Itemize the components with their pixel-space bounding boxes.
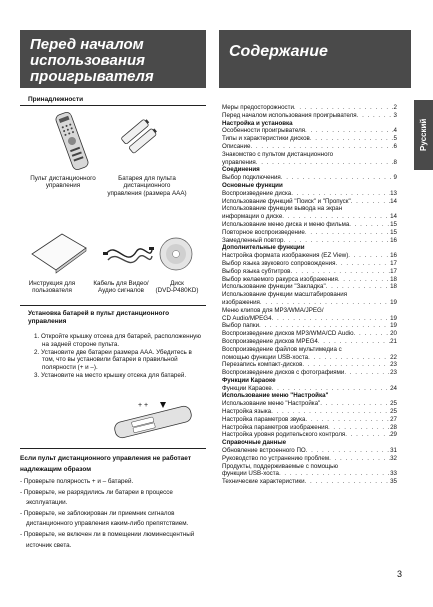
contents-title: Содержание bbox=[229, 43, 328, 60]
toc-entry-page: 22 bbox=[390, 353, 397, 361]
toc-entry-title: Воспроизведение дисков MPEG4 bbox=[222, 337, 318, 345]
toc-entry-title: Воспроизведение диска bbox=[222, 189, 292, 197]
toc-leader-dots bbox=[272, 385, 390, 393]
right-section-header bbox=[219, 30, 411, 88]
toc-entry bbox=[222, 229, 397, 237]
toc-entry-title: Типы и характеристики дисков bbox=[222, 135, 310, 143]
toc-entry-page: 16 bbox=[390, 252, 397, 260]
battery-step: 2. Установите две батареи размера AAA. Убедитесь в том, что вы установили батареи в правильной полярности (+ и –). bbox=[34, 348, 192, 372]
toc-entry-page: 19 bbox=[390, 298, 397, 306]
left-header-line-1: Перед началом bbox=[30, 36, 144, 53]
toc-entry-page: 17 bbox=[390, 267, 397, 275]
toc-entry-page: 3 bbox=[393, 111, 397, 119]
toc-leader-dots bbox=[256, 159, 394, 167]
accessory-caption bbox=[150, 280, 204, 295]
toc-entry-title: Выбор папки bbox=[222, 322, 260, 330]
manual-image bbox=[28, 230, 90, 274]
toc-leader-dots bbox=[291, 190, 390, 198]
toc-entry-title: Использование меню "Настройка" bbox=[222, 400, 321, 408]
toc-entry bbox=[222, 361, 397, 369]
toc-entry bbox=[222, 338, 397, 346]
toc-entry bbox=[222, 408, 397, 416]
toc-entry-page: 24 bbox=[390, 384, 397, 392]
toc-entry-page: 31 bbox=[390, 447, 397, 455]
remote-trouble-list bbox=[20, 477, 208, 551]
toc-leader-dots bbox=[305, 478, 391, 486]
toc-entry bbox=[222, 159, 397, 167]
toc-leader-dots bbox=[279, 470, 390, 478]
toc-entry-page: 25 bbox=[390, 400, 397, 408]
toc-entry-title: Технические характеристики bbox=[222, 478, 305, 486]
toc-entry bbox=[222, 447, 397, 455]
toc-entry bbox=[222, 385, 397, 393]
toc-entry-page: 21 bbox=[390, 337, 397, 345]
toc-entry-page: 20 bbox=[390, 330, 397, 338]
toc-entry-page: 28 bbox=[390, 423, 397, 431]
battery-steps bbox=[34, 333, 202, 380]
toc-leader-dots bbox=[351, 198, 390, 206]
toc-entry-line: Знакомство с пультом дистанционного bbox=[222, 150, 334, 158]
toc-leader-dots bbox=[302, 361, 390, 369]
toc-entry-title: Руководство по устранению проблем bbox=[222, 454, 330, 462]
toc-entry-title: CD Audio/MPEG4 bbox=[222, 314, 272, 322]
toc-entry bbox=[222, 237, 397, 245]
toc-entry-page: 32 bbox=[390, 454, 397, 462]
toc-entry-page: 4 bbox=[393, 127, 397, 135]
toc-entry-page: 23 bbox=[390, 361, 397, 369]
toc-entry bbox=[222, 104, 397, 112]
toc-section-heading: Функции Караоке bbox=[222, 376, 276, 384]
toc-entry-page: 27 bbox=[390, 415, 397, 423]
toc-entry-title: Перед началом использования проигрывателя bbox=[222, 111, 357, 119]
divider bbox=[20, 448, 206, 449]
toc-entry bbox=[222, 112, 397, 120]
disc-image bbox=[158, 236, 194, 272]
toc-leader-dots bbox=[250, 143, 393, 151]
toc-entry bbox=[222, 431, 397, 439]
batteries-image bbox=[118, 115, 158, 160]
toc-leader-dots bbox=[290, 268, 390, 276]
toc-entry-title: Обновление встроенного ПО bbox=[222, 447, 306, 455]
toc-entry-page: 18 bbox=[390, 283, 397, 291]
av-cable-image bbox=[102, 234, 156, 274]
toc-entry-title: Особенности проигрывателя bbox=[222, 127, 306, 135]
toc-leader-dots bbox=[281, 174, 394, 182]
toc-entry-title: Настройка формата изображения (EZ View) bbox=[222, 252, 349, 260]
toc-entry bbox=[222, 369, 397, 377]
trouble-item: - Проверьте полярность + и – батарей. bbox=[20, 478, 134, 485]
accessory-caption: Инструкция для пользователя bbox=[28, 280, 76, 295]
toc-leader-dots bbox=[357, 112, 394, 120]
toc-leader-dots bbox=[328, 424, 390, 432]
toc-entry-line: Меню клипов для MP3/WMA/JPEG/ bbox=[222, 306, 324, 314]
toc-entry bbox=[222, 315, 397, 323]
remote-control-image bbox=[52, 110, 92, 172]
toc-leader-dots bbox=[283, 237, 390, 245]
toc-entry bbox=[222, 221, 397, 229]
battery-step: 1. Откройте крышку отсека для батарей, расположенную на задней стороне пульта. bbox=[34, 333, 201, 348]
toc-entry-page: 16 bbox=[390, 236, 397, 244]
trouble-item: - Проверьте, не разрядились ли батареи в процессе эксплуатации. bbox=[20, 488, 173, 507]
toc-entry-page: 29 bbox=[390, 431, 397, 439]
toc-leader-dots bbox=[348, 252, 390, 260]
toc-entry-line: Использование функции масштабирования bbox=[222, 291, 348, 299]
toc-leader-dots bbox=[271, 408, 390, 416]
toc-entry bbox=[222, 198, 397, 206]
toc-entry bbox=[222, 470, 397, 478]
toc-entry-title: Настройка параметров звука bbox=[222, 415, 306, 423]
accessory-caption: Пульт дистанционного управления bbox=[30, 175, 96, 190]
toc-entry-page: 14 bbox=[390, 197, 397, 205]
toc-entry-title: помощью функции USB-хоста bbox=[222, 353, 309, 361]
toc-entry-title: Выбор подключения bbox=[222, 174, 281, 182]
toc-leader-dots bbox=[310, 135, 394, 143]
toc-leader-dots bbox=[260, 299, 390, 307]
divider bbox=[20, 105, 206, 106]
toc-leader-dots bbox=[354, 330, 391, 338]
remote-trouble-title: Если пульт дистанционного управления не работает надлежащим образом bbox=[20, 455, 192, 473]
toc-section-heading: Использование меню "Настройка" bbox=[222, 392, 329, 400]
toc-entry-line: Использование функции вывода на экран bbox=[222, 205, 343, 213]
toc-entry bbox=[222, 416, 397, 424]
toc-entry-title: Использование функции "Закладка" bbox=[222, 283, 326, 291]
toc-entry-title: изображения bbox=[222, 298, 260, 306]
toc-entry-title: Выбор языка субтитров bbox=[222, 267, 291, 275]
toc-entry-page: 17 bbox=[390, 259, 397, 267]
toc-section-heading: Настройка и установка bbox=[222, 119, 293, 127]
toc-entry-title: Использование меню диска и меню фильма bbox=[222, 220, 350, 228]
toc-entry-page: 18 bbox=[390, 275, 397, 283]
toc-leader-dots bbox=[329, 455, 390, 463]
table-of-contents bbox=[222, 104, 397, 486]
accessory-caption: Кабель для Видео/Аудио сигналов bbox=[93, 280, 149, 295]
toc-entry bbox=[222, 252, 397, 260]
toc-entry-title: Перезапись компакт-дисков bbox=[222, 361, 303, 369]
toc-leader-dots bbox=[305, 127, 394, 135]
toc-entry bbox=[222, 354, 397, 362]
left-header-line-3: проигрывателя bbox=[30, 68, 154, 85]
toc-entry bbox=[222, 260, 397, 268]
toc-entry-page: 33 bbox=[390, 470, 397, 478]
toc-section-heading: Дополнительные функции bbox=[222, 244, 305, 252]
toc-entry-page: 14 bbox=[390, 213, 397, 221]
toc-entry-title: Использование функций "Поиск" и "Пропуск" bbox=[222, 197, 351, 205]
toc-entry bbox=[222, 283, 397, 291]
toc-entry-page: 35 bbox=[390, 478, 397, 486]
language-tab: Русский bbox=[414, 100, 433, 170]
toc-entry bbox=[222, 330, 397, 338]
toc-entry-title: Описание bbox=[222, 142, 251, 150]
toc-section-heading: Основные функции bbox=[222, 181, 283, 189]
toc-entry-title: Замедленный повтор bbox=[222, 236, 284, 244]
toc-leader-dots bbox=[349, 221, 390, 229]
toc-entry bbox=[222, 135, 397, 143]
toc-leader-dots bbox=[345, 431, 390, 439]
battery-step: 3. Установите на место крышку отсека для батарей. bbox=[34, 371, 187, 379]
battery-install-title: Установка батарей в пульт дистанционного управления bbox=[28, 310, 170, 325]
toc-entry bbox=[222, 424, 397, 432]
toc-entry bbox=[222, 276, 397, 284]
left-header-line-2: использования bbox=[30, 52, 145, 69]
toc-entry-title: Настройка параметров изображения bbox=[222, 423, 328, 431]
toc-entry bbox=[222, 190, 397, 198]
toc-entry-page: 15 bbox=[390, 228, 397, 236]
toc-entry bbox=[222, 143, 397, 151]
toc-leader-dots bbox=[318, 338, 390, 346]
left-section-header bbox=[20, 30, 206, 88]
toc-leader-dots bbox=[320, 400, 390, 408]
trouble-item: - Проверьте, не заблокирован ли приемник сигналов дистанционного управления каким-либо препятствием. bbox=[20, 509, 189, 528]
toc-entry-title: Функции Караоке bbox=[222, 384, 272, 392]
toc-section-heading: Справочные данные bbox=[222, 439, 287, 447]
toc-entry bbox=[222, 478, 397, 486]
toc-entry-page: 5 bbox=[393, 135, 397, 143]
toc-entry bbox=[222, 174, 397, 182]
toc-section-heading: Соединения bbox=[222, 166, 260, 174]
toc-entry-title: функции USB-хоста bbox=[222, 470, 279, 478]
toc-entry-page: 9 bbox=[393, 174, 397, 182]
accessories-title: Принадлежности bbox=[28, 96, 84, 103]
trouble-item: - Проверьте, не включен ли в помещении люминесцентный источник света. bbox=[20, 530, 195, 549]
battery-insertion-diagram bbox=[108, 398, 198, 440]
toc-entry bbox=[222, 322, 397, 330]
toc-entry-title: Выбор желаемого ракурса изображения bbox=[222, 275, 338, 283]
toc-entry-title: Настройка языка bbox=[222, 408, 272, 416]
toc-entry bbox=[222, 400, 397, 408]
toc-entry-page: 23 bbox=[390, 369, 397, 377]
toc-entry-page: 15 bbox=[390, 220, 397, 228]
toc-entry-page: 8 bbox=[393, 158, 397, 166]
disc-model: (DVD-P480KD) bbox=[155, 287, 199, 295]
toc-entry-title: Воспроизведение дисков MP3/WMA/CD Audio bbox=[222, 330, 354, 338]
toc-leader-dots bbox=[294, 104, 394, 112]
toc-leader-dots bbox=[326, 283, 390, 291]
toc-leader-dots bbox=[306, 447, 390, 455]
toc-entry bbox=[222, 213, 397, 221]
toc-leader-dots bbox=[305, 229, 390, 237]
toc-leader-dots bbox=[338, 276, 390, 284]
toc-leader-dots bbox=[344, 369, 390, 377]
toc-entry-title: Настройка уровня родительского контроля bbox=[222, 431, 346, 439]
accessory-caption: Батарея для пульта дистанционного управления (размера AAA) bbox=[107, 175, 187, 197]
toc-entry-page: 19 bbox=[390, 314, 397, 322]
toc-entry-title: Воспроизведение дисков с фотографиями bbox=[222, 369, 345, 377]
svg-text:+ +: + + bbox=[138, 402, 149, 409]
toc-leader-dots bbox=[335, 260, 390, 268]
toc-entry-line: Продукты, поддерживаемые с помощью bbox=[222, 462, 338, 470]
toc-entry-page: 2 bbox=[393, 104, 397, 111]
toc-leader-dots bbox=[259, 322, 390, 330]
toc-entry bbox=[222, 455, 397, 463]
toc-entry-page: 13 bbox=[390, 189, 397, 197]
toc-entry-title: информации о диске bbox=[222, 213, 283, 221]
toc-leader-dots bbox=[305, 416, 390, 424]
toc-leader-dots bbox=[308, 354, 390, 362]
toc-entry bbox=[222, 299, 397, 307]
toc-entry-title: Выбор языка звукового сопровождения bbox=[222, 259, 336, 267]
toc-leader-dots bbox=[282, 213, 390, 221]
toc-leader-dots bbox=[272, 315, 391, 323]
disc-label: Диск bbox=[170, 280, 184, 287]
toc-entry-page: 6 bbox=[393, 142, 397, 150]
page-number: 3 bbox=[397, 569, 403, 579]
toc-entry-page: 25 bbox=[390, 408, 397, 416]
toc-entry-title: Повторное воспроизведение bbox=[222, 228, 305, 236]
toc-entry bbox=[222, 268, 397, 276]
toc-entry-line: Воспроизведение файлов мультимедиа с bbox=[222, 345, 342, 353]
toc-entry bbox=[222, 127, 397, 135]
toc-entry-page: 19 bbox=[390, 322, 397, 330]
toc-entry-title: Меры предосторожности bbox=[222, 104, 294, 111]
divider bbox=[20, 305, 206, 306]
toc-entry-title: управления bbox=[222, 158, 256, 166]
